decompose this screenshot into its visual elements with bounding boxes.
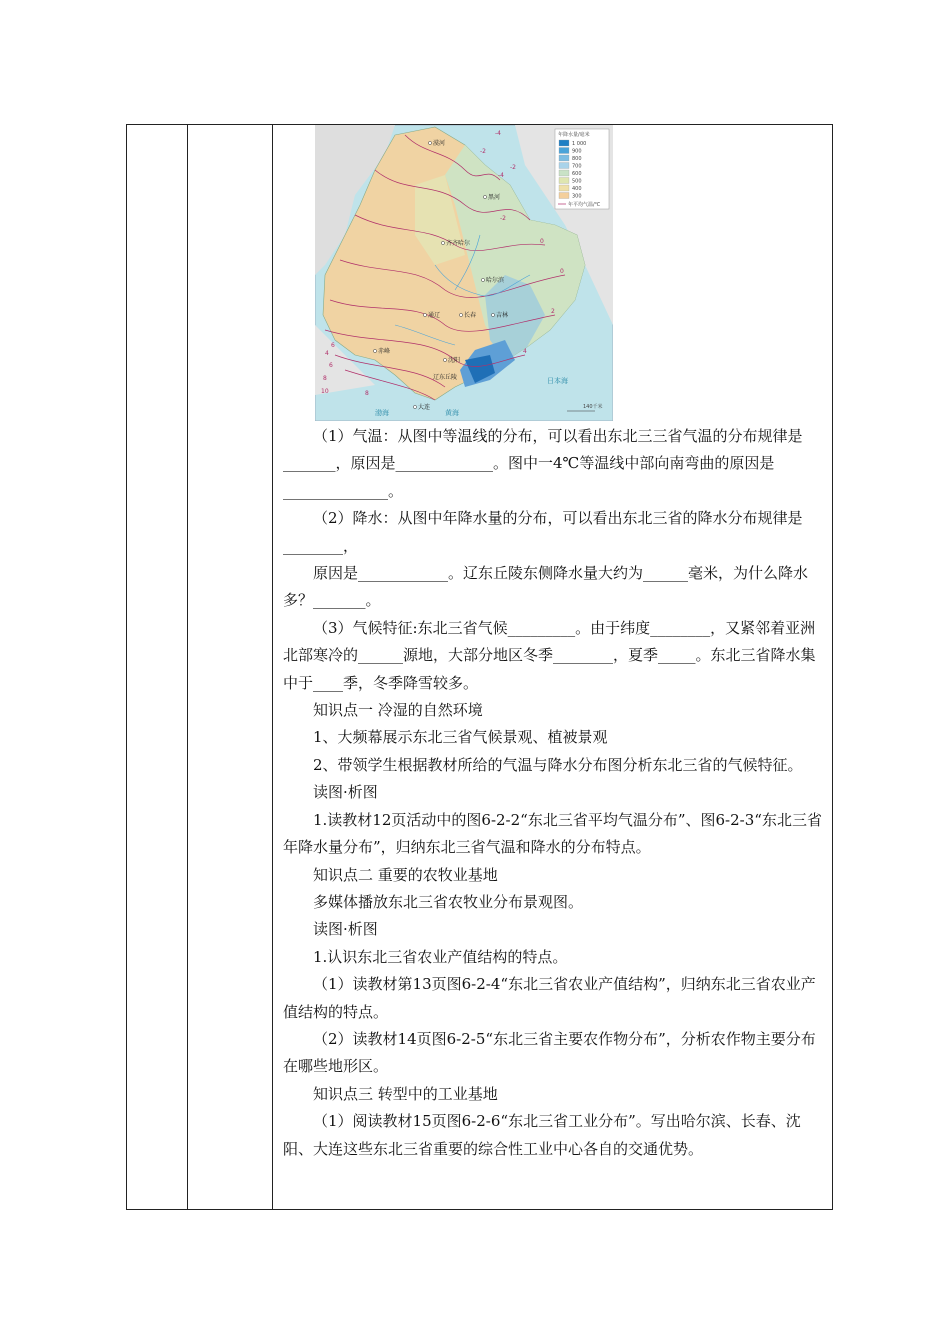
city-marker [413,405,416,408]
legend-swatch [559,193,569,199]
city-label: 长春 [464,312,477,319]
section-heading: 知识点二 重要的农牧业基地 [313,865,498,884]
legend-swatch [559,155,569,161]
city-marker [441,241,444,244]
legend-value: 700 [572,163,582,170]
isotherm-value: -4 [495,130,501,137]
paragraph: 1.读教材12页活动中的图6-2-2“东北三省平均气温分布”、图6-2-3“东北三省年降水量分布”，归纳东北三省气温和降水的分布特点。 [283,810,822,857]
legend-value: 800 [572,156,582,162]
city-marker [483,195,486,198]
legend-value: 600 [572,171,582,177]
paragraph: （2）降水：从图中年降水量的分布，可以看出东北三省的降水分布规律是________， [283,509,803,555]
city-label: 通辽 [428,312,441,319]
lesson-table [126,124,833,1210]
legend-swatch [559,185,569,191]
legend-swatch [559,163,569,169]
paragraph: 1.认识东北三省农业产值结构的特点。 [313,947,568,966]
legend-title: 年降水量/毫米 [558,132,590,138]
paragraph: （1）阅读教材15页图6-2-6“东北三省工业分布”。写出哈尔滨、长春、沈阳、大连这些东北三省重要的综合性工业中心各自的交通优势。 [283,1112,801,1158]
legend-value: 500 [572,178,582,185]
paragraph: （2）读教材14页图6-2-5“东北三省主要农作物分布”，分析农作物主要分布在哪些地形区。 [283,1029,816,1076]
city-label: 赤峰 [378,348,391,355]
isotherm-value: 2 [551,308,555,315]
paragraph: 1、大频幕展示东北三省气候景观、植被景观 [313,728,608,747]
subheading: 读图·析图 [313,783,378,802]
legend-swatch [559,178,569,184]
legend-value: 1 000 [572,141,587,147]
climate-map-figure [315,125,613,421]
paragraph: 原因是____________。辽东丘陵东侧降水量大约为______毫米，为什么降水多？_______。 [283,564,809,610]
sea-label-bohai: 渤海 [375,409,389,417]
lesson-text [283,423,823,1163]
paragraph: 2、带领学生根据教材所给的气温与降水分布图分析东北三省的气候特征。 [313,755,803,774]
city-marker [459,313,462,316]
legend-swatch [559,170,569,176]
isotherm-value: 4 [523,348,527,355]
legend-swatch [559,148,569,154]
climate-map [315,125,613,421]
city-marker [443,358,446,361]
scale-text: 140千米 [583,404,603,410]
isotherm-value: 8 [365,390,369,397]
content-cell [273,125,832,1209]
city-marker [481,278,484,281]
isotherm-value: 6 [331,342,335,349]
paragraph: （3）气候特征:东北三省气候_________。由于纬度________，又紧邻着亚洲北部寒冷的______源地，大部分地区冬季________，夏季_____。东北三省降水集中于____季，冬季降雪较多。 [283,618,816,692]
isotherm-label: 年平均气温/℃ [568,202,601,208]
city-label: 哈尔滨 [486,277,505,284]
section-heading: 知识点三 转型中的工业基地 [313,1084,498,1103]
city-marker [428,141,431,144]
isotherm-value: -2 [500,215,506,222]
city-label: 黑河 [488,194,501,201]
city-label: 吉林 [496,312,509,319]
region-label: 辽东丘陵 [433,374,458,381]
isotherm-value: -2 [480,148,486,155]
isotherm-value: 0 [540,238,544,245]
city-marker [423,313,426,316]
legend-value: 900 [572,148,582,155]
isotherm-value: 10 [321,388,329,395]
city-marker [373,349,376,352]
paragraph: （1）气温：从图中等温线的分布，可以看出东北三三省气温的分布规律是_______，原因是_____________。图中一4℃等温线中部向南弯曲的原因是______________。 [283,427,803,500]
section-heading: 知识点一 冷湿的自然环境 [313,701,483,720]
city-label: 沈阳 [448,357,461,364]
legend-swatch [559,140,569,146]
sea-label-yellow: 黄海 [445,409,459,417]
city-marker [491,313,494,316]
city-label: 漠河 [433,140,446,147]
isotherm-value: 0 [560,268,564,275]
isotherm-value: 8 [323,375,327,382]
sea-label-japan: 日本海 [547,377,568,385]
isotherm-value: -4 [498,172,504,179]
isotherm-value: -2 [510,164,516,171]
column-divider [187,125,188,1209]
subheading: 读图·析图 [313,920,378,939]
city-label: 大连 [418,404,431,411]
isotherm-value: 6 [329,362,333,369]
city-label: 齐齐哈尔 [446,240,471,247]
isotherm-value: 4 [325,350,329,357]
legend-value: 400 [572,186,582,192]
paragraph: 多媒体播放东北三省农牧业分布景观图。 [313,892,584,911]
paragraph: （1）读教材第13页图6-2-4“东北三省农业产值结构”，归纳东北三省农业产值结构的特点。 [283,975,816,1021]
legend-value: 300 [572,193,582,200]
